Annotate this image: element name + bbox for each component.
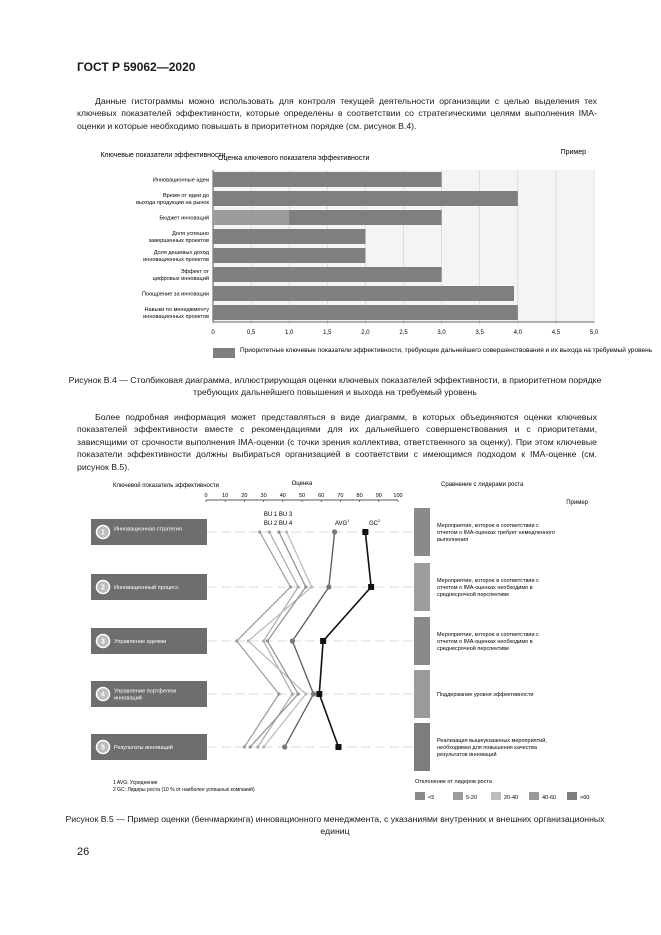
b5-point-bu bbox=[297, 692, 300, 695]
b4-category-label: Бюджет инноваций bbox=[159, 215, 209, 222]
b5-kpi-label: Управление портфелем инноваций bbox=[114, 688, 177, 702]
b5-footnote-2: 2 GC: Лидеры роста (10 % от наиболее успешных компаний) bbox=[113, 787, 255, 793]
b4-legend-text: Приоритетные ключевые показатели эффективности, требующие дальнейшего совершенствования и их выхода на требуемый уровень bbox=[240, 347, 653, 354]
b5-point-bu bbox=[256, 745, 259, 748]
b5-point-bu bbox=[304, 692, 307, 695]
b5-kpi-number: 5 bbox=[101, 744, 105, 752]
b5-point-avg bbox=[290, 638, 295, 643]
b5-deviation-marker bbox=[414, 508, 430, 556]
b5-deviation-swatch bbox=[415, 792, 425, 800]
b5-deviation-swatch bbox=[567, 792, 577, 800]
b4-example-label: Пример bbox=[560, 149, 586, 156]
figure-b4-caption: Рисунок В.4 — Столбиковая диаграмма, иллюстрирующая оценки ключевых показателей эффективности, в приоритетном порядке требующих дальнейшего повышения и выхода на требуемый уровень bbox=[68, 375, 602, 397]
b5-deviation-swatch bbox=[453, 792, 463, 800]
b5-point-bu bbox=[235, 639, 238, 642]
b5-kpi-number: 3 bbox=[101, 638, 105, 646]
b4-category-label: Поощрение за инновации bbox=[141, 291, 209, 298]
b5-point-bu bbox=[297, 585, 300, 588]
b4-category-label: Навыки по менеджменту инновационных проектов bbox=[143, 307, 209, 320]
b5-tick-label: 80 bbox=[356, 493, 363, 499]
b5-recommendation: Мероприятие, которое в соответствии с отчетом о IMA-оценках необходимо в среднесрочной перспективе bbox=[437, 577, 539, 599]
b4-category-label: Время от идеи до выхода продукции на рынок bbox=[136, 193, 209, 206]
b5-point-gc bbox=[320, 638, 326, 644]
b5-point-gc bbox=[316, 691, 322, 697]
b5-tick-label: 70 bbox=[337, 493, 344, 499]
b5-kpi-label: Результаты инноваций bbox=[114, 745, 173, 751]
b4-tick-label: 0 bbox=[211, 330, 215, 336]
b4-bar bbox=[213, 191, 518, 206]
b5-tick-label: 100 bbox=[393, 493, 403, 499]
b4-bar bbox=[213, 229, 365, 244]
b5-deviation-label: <5 bbox=[428, 795, 435, 801]
b5-deviation-marker bbox=[414, 670, 430, 718]
b5-deviation-label: 40-60 bbox=[542, 795, 557, 801]
b5-avg-label: AVG$^1$ bbox=[335, 518, 350, 527]
b4-col-title: Ключевые показатели эффективности bbox=[100, 152, 226, 159]
b5-point-bu bbox=[243, 745, 246, 748]
b5-tick-label: 60 bbox=[318, 493, 325, 499]
b5-point-bu bbox=[277, 530, 280, 533]
b5-deviation-title: Отклонение от лидеров роста bbox=[415, 779, 492, 785]
b4-legend-swatch bbox=[213, 348, 235, 358]
b5-example-label: Пример bbox=[566, 500, 588, 506]
b5-deviation-swatch bbox=[529, 792, 539, 800]
b4-bar bbox=[213, 286, 514, 301]
b4-tick-label: 2,0 bbox=[361, 330, 370, 336]
b5-footnote-1: 1 AVG: Усреднение bbox=[113, 780, 158, 786]
b5-point-gc bbox=[335, 744, 341, 750]
b5-kpi-label: Инновационный процесс bbox=[114, 585, 179, 591]
b5-point-bu bbox=[285, 530, 288, 533]
b5-kpi-label: Управление идеями bbox=[114, 639, 167, 645]
b5-point-bu bbox=[249, 745, 252, 748]
b4-category-label: Доля дешевых доход инновационных проектов bbox=[143, 250, 209, 263]
b5-col-compare: Сравнение с лидерами роста bbox=[441, 482, 524, 488]
b5-point-gc bbox=[368, 584, 374, 590]
page-number: 26 bbox=[77, 846, 90, 858]
b5-kpi-label: Инновационная стратегия bbox=[114, 526, 182, 533]
b4-bar bbox=[213, 172, 442, 187]
b5-point-bu bbox=[262, 639, 265, 642]
b5-deviation-marker bbox=[414, 617, 430, 665]
figure-b5-benchmark-chart bbox=[0, 470, 661, 810]
b5-deviation-marker bbox=[414, 563, 430, 611]
b5-point-avg bbox=[282, 744, 287, 749]
b5-tick-label: 10 bbox=[222, 493, 229, 499]
b5-point-bu bbox=[262, 745, 265, 748]
b5-recommendation: Мероприятие, которое в соответствии с отчетом о IMA-оценках необходимо в среднесрочной перспективе bbox=[437, 631, 539, 653]
b4-category-label: Эффект от цифровых инноваций bbox=[152, 269, 209, 282]
b5-recommendation: Поддержание уровня эффективности bbox=[437, 692, 534, 698]
b4-bar bbox=[213, 305, 518, 320]
document-header: ГОСТ Р 59062—2020 bbox=[77, 60, 196, 74]
b4-tick-label: 3,5 bbox=[475, 330, 484, 336]
b4-tick-label: 3,0 bbox=[437, 330, 446, 336]
b5-deviation-swatch bbox=[491, 792, 501, 800]
b5-point-bu bbox=[268, 530, 271, 533]
b4-tick-label: 0,5 bbox=[246, 330, 256, 336]
b5-tick-label: 20 bbox=[241, 493, 248, 499]
b4-tick-label: 1,5 bbox=[323, 330, 332, 336]
b5-point-bu bbox=[277, 692, 280, 695]
b4-tick-label: 5,0 bbox=[589, 330, 599, 336]
b5-recommendation: Мероприятие, которое в соответствии с отчетом о IMA-оценках требует немедленного выполнения bbox=[437, 522, 555, 544]
b5-point-bu bbox=[258, 530, 261, 533]
b5-point-avg bbox=[311, 691, 316, 696]
middle-paragraph: Более подробная информация может представляться в виде диаграмм, в которых объединяются оценки ключевых показателей эффективности вместе с рекомендациями для их дальнейшего совершенствования и с приоритетами, зависящими от срочности выполнения IMA-оценки (с точки зрения коллектива, ответственного за оценку). При этом ключевые показатели эффективности должны выбираться организацией в соответствии с имеющимся подходом к IMA-оценке (см. рисунок В.5). bbox=[77, 412, 597, 472]
b5-point-bu bbox=[304, 585, 307, 588]
b5-deviation-label: 5-20 bbox=[466, 795, 478, 801]
b4-bar bbox=[213, 248, 365, 263]
b5-tick-label: 40 bbox=[279, 493, 286, 499]
b5-deviation-marker bbox=[414, 723, 430, 771]
b5-bu-top: BU 1 BU 3 bbox=[263, 512, 293, 518]
b4-tick-label: 1,0 bbox=[285, 330, 294, 336]
b4-chart-title: Оценка ключевого показателя эффективности bbox=[218, 155, 370, 162]
b5-bu-bottom: BU 2 BU 4 bbox=[263, 521, 293, 527]
b4-tick-label: 4,0 bbox=[513, 330, 522, 336]
b5-point-bu bbox=[310, 585, 313, 588]
b4-priority-bar bbox=[213, 210, 289, 225]
b5-point-bu bbox=[247, 639, 250, 642]
b5-kpi-number: 2 bbox=[101, 584, 105, 592]
b5-gc-label: $GC^2$ bbox=[369, 518, 381, 527]
b5-kpi-number: 1 bbox=[101, 529, 105, 537]
b5-point-bu bbox=[266, 639, 269, 642]
b4-tick-label: 4,5 bbox=[551, 330, 561, 336]
b4-category-label: Инновационные идеи bbox=[152, 177, 209, 184]
b5-kpi-number: 4 bbox=[101, 691, 105, 699]
b4-bar bbox=[213, 267, 442, 282]
b5-series-line-gc bbox=[319, 532, 371, 747]
b5-point-avg bbox=[326, 584, 331, 589]
b5-col-score: Оценка bbox=[291, 481, 313, 487]
b5-col-kpi: Ключевой показатель эффективности bbox=[113, 483, 219, 489]
b5-tick-label: 50 bbox=[298, 493, 306, 499]
b5-recommendation: Реализация вышеуказанных мероприятий, необходимая для повышения качества результатов инноваций bbox=[437, 737, 547, 759]
b5-point-bu bbox=[291, 692, 294, 695]
b5-deviation-label: >60 bbox=[580, 795, 590, 801]
figure-b4-bar-chart bbox=[0, 0, 661, 380]
b5-tick-label: 90 bbox=[375, 493, 382, 499]
b4-category-label: Доля успешно завершенных проектов bbox=[148, 231, 209, 244]
intro-paragraph: Данные гистограммы можно использовать для контроля текущей деятельности организации с целью выделения тех ключевых показателей эффективности, которые определены в соответствии со стратегическими целями выполнения IMA-оценки и которые необходимо повышать в приоритетном порядке (см. рисунок В.4). bbox=[77, 96, 597, 131]
figure-b5-caption: Рисунок В.5 — Пример оценки (бенчмаркинга) инновационного менеджмента, с указаниями внутренних и внешних организационных единиц bbox=[65, 814, 605, 836]
b5-point-avg bbox=[332, 529, 337, 534]
b5-deviation-label: 20-40 bbox=[504, 795, 519, 801]
b5-point-bu bbox=[289, 585, 292, 588]
b4-tick-label: 2,5 bbox=[399, 330, 408, 336]
b5-tick-label: 30 bbox=[260, 493, 267, 499]
b5-point-gc bbox=[362, 529, 368, 535]
b5-tick-label: 0 bbox=[204, 493, 208, 499]
